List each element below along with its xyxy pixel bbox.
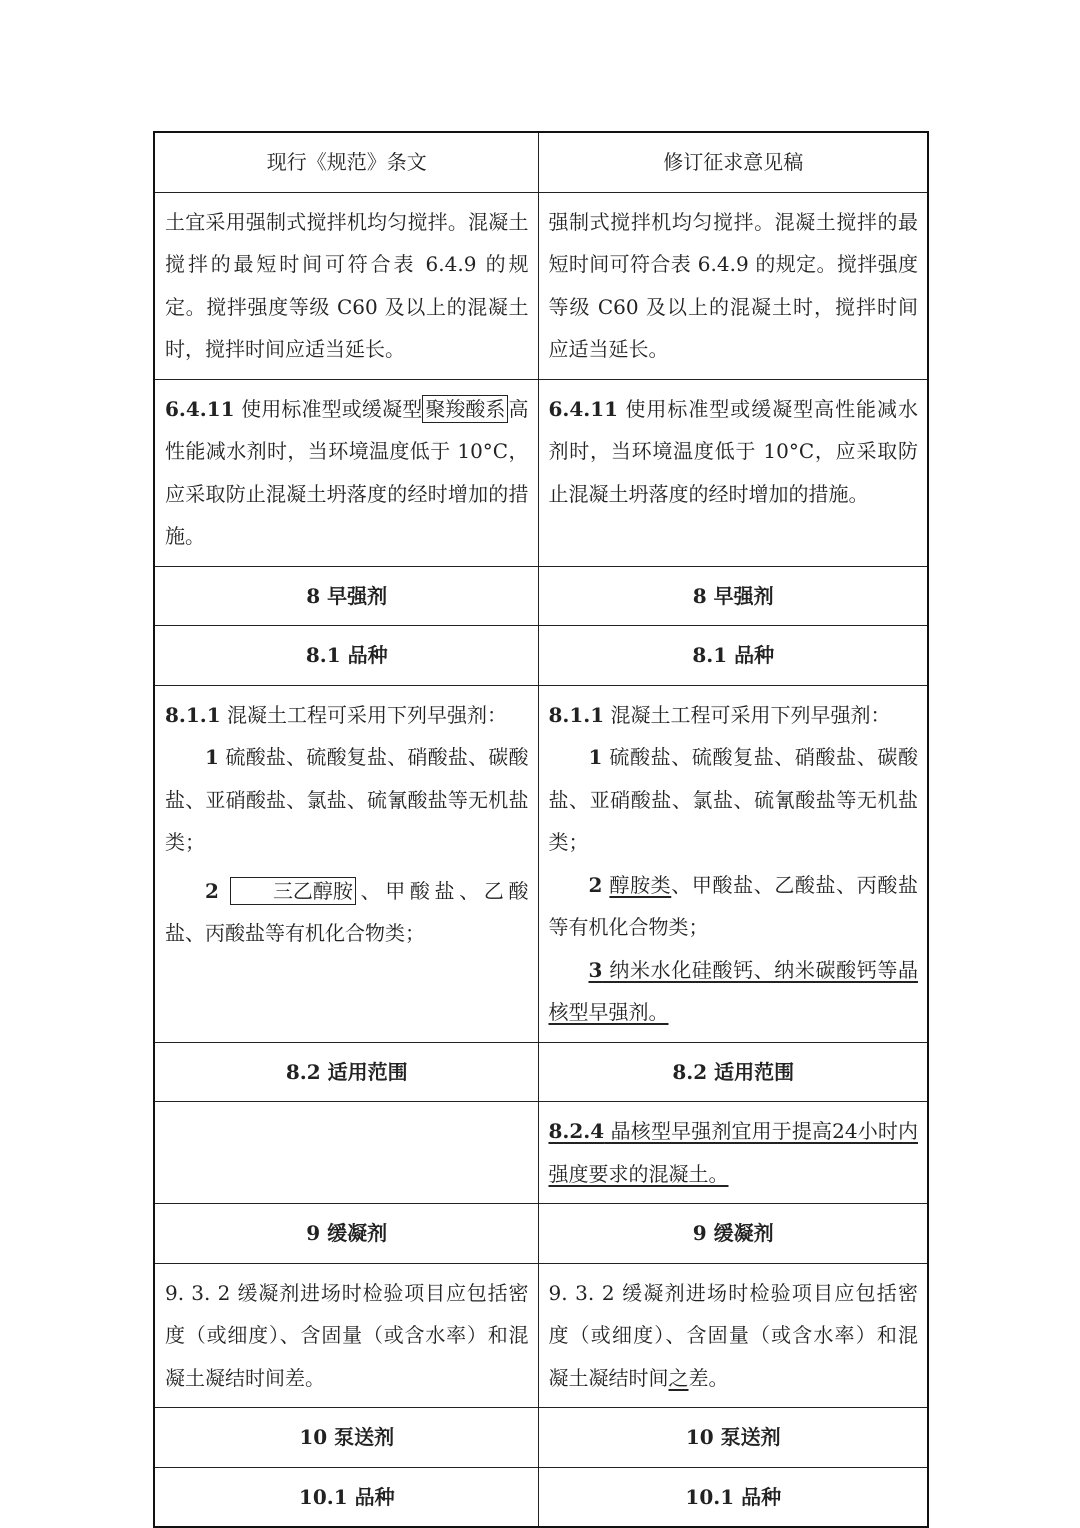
section-row [154, 1204, 928, 1264]
row2-right [538, 379, 928, 566]
section-heading-left: 8.2 适用范围 [154, 1042, 538, 1102]
clause-text: 混凝土工程可采用下列早强剂： [604, 702, 891, 727]
section-heading-left: 8 早强剂 [154, 566, 538, 626]
clause-number: 8.1.1 [548, 702, 605, 727]
item-text: 纳米水化硅酸钙、纳米碳酸钙等晶核型早强剂。 [548, 957, 918, 1024]
item-number: 1 [205, 745, 219, 769]
table-row [154, 1263, 928, 1408]
clause-number: 6.4.11 [548, 396, 619, 421]
clause-number: 8.2.4 [548, 1119, 605, 1143]
clause-number: 8.1.1 [165, 702, 221, 727]
section-heading-left: 10 泵送剂 [154, 1408, 538, 1468]
clause-text: 差。 [688, 1365, 729, 1390]
section-row [154, 626, 928, 686]
clause-text: 混凝土工程可采用下列早强剂： [220, 702, 508, 727]
row3-left [154, 685, 538, 1042]
item-number: 2 [205, 878, 219, 903]
item-text: 、甲酸盐、乙酸盐、丙酸盐等有机化合物类； [548, 872, 919, 939]
section-heading-left: 10.1 品种 [154, 1467, 538, 1527]
table-row [154, 379, 928, 566]
underlined-text: 醇胺类 [609, 872, 672, 897]
header-right: 修订征求意见稿 [538, 132, 928, 192]
clause-text: 晶核型早强剂宜用于提高24小时内强度要求的混凝土。 [548, 1119, 918, 1186]
row1-right: 强制式搅拌机均匀搅拌。混凝土搅拌的最短时间可符合表 6.4.9 的规定。搅拌强度等级 C60 及以上的混凝土时，搅拌时间应适当延长。 [538, 192, 928, 379]
table-row [154, 685, 928, 1042]
table-row [154, 1102, 928, 1204]
row4-right [538, 1102, 928, 1204]
row2-left [154, 379, 538, 566]
section-heading-right: 8 早强剂 [538, 566, 928, 626]
item-text: 硫酸盐、硫酸复盐、硝酸盐、碳酸盐、亚硝酸盐、氯盐、硫氰酸盐等无机盐类； [165, 745, 529, 854]
row4-left [154, 1102, 538, 1204]
clause-text: 使用标准型或缓凝型 [234, 396, 423, 421]
section-heading-right: 9 缓凝剂 [538, 1204, 928, 1264]
section-row [154, 1408, 928, 1468]
clause-number: 6.4.11 [165, 396, 235, 421]
item-text: 硫酸盐、硫酸复盐、硝酸盐、碳酸盐、亚硝酸盐、氯盐、硫氰酸盐等无机盐类； [548, 745, 918, 854]
section-heading-right: 10.1 品种 [538, 1467, 928, 1527]
clause-text: 9. 3. 2 缓凝剂进场时检验项目应包括密度（或细度）、含固量（或含水率）和混凝土凝结时间 [548, 1280, 918, 1390]
row1-left: 土宜采用强制式搅拌机均匀搅拌。混凝土搅拌的最短时间可符合表 6.4.9 的规定。搅拌强度等级 C60 及以上的混凝土时，搅拌时间应适当延长。 [154, 192, 538, 379]
clause-text: 使用标准型或缓凝型高性能减水剂时，当环境温度低于 10°C，应采取防止混凝土坍落度的经时增加的措施。 [548, 396, 918, 506]
row5-right [538, 1263, 928, 1408]
section-heading-left: 8.1 品种 [154, 626, 538, 686]
row5-left: 9. 3. 2 缓凝剂进场时检验项目应包括密度（或细度）、含固量（或含水率）和混凝土凝结时间差。 [154, 1263, 538, 1408]
section-row [154, 1042, 928, 1102]
section-heading-left: 9 缓凝剂 [154, 1204, 538, 1264]
section-row [154, 1467, 928, 1527]
comparison-table [153, 131, 929, 1528]
item-text: 、甲酸盐、乙酸盐、丙酸盐等有机化合物类； [165, 878, 529, 945]
section-row [154, 566, 928, 626]
section-heading-right: 8.1 品种 [538, 626, 928, 686]
underlined-text: 之 [668, 1365, 689, 1390]
clause-text: 高性能减水剂时，当环境温度低于 10°C，应采取防止混凝土坍落度的经时增加的措施。 [165, 396, 529, 548]
header-row [154, 132, 928, 192]
item-number: 1 [588, 745, 603, 769]
item-number: 2 [588, 872, 603, 897]
table-row [154, 192, 928, 379]
boxed-text: 三乙醇胺 [230, 877, 356, 905]
row3-right [538, 685, 928, 1042]
boxed-text: 聚羧酸系 [422, 395, 508, 423]
header-left: 现行《规范》条文 [154, 132, 538, 192]
section-heading-right: 10 泵送剂 [538, 1408, 928, 1468]
item-number: 3 [588, 957, 603, 982]
section-heading-right: 8.2 适用范围 [538, 1042, 928, 1102]
